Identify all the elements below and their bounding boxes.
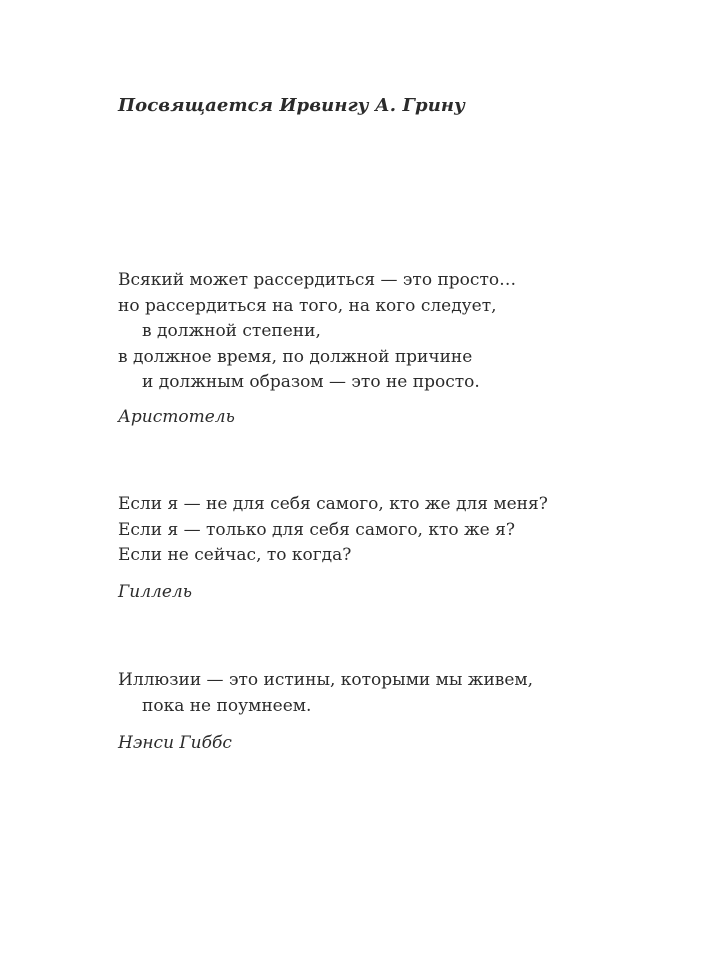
epigraph-line: пока не поумнеем. <box>142 695 312 716</box>
epigraph-line: но рассердиться на того, на кого следует, <box>118 295 497 316</box>
epigraph-line: Если не сейчас, то когда? <box>118 545 352 565</box>
epigraph-line: Если я — не для себя самого, кто же для меня? <box>118 494 548 514</box>
epigraph-line: и должным образом — это не просто. <box>142 372 480 392</box>
epigraph-line: в должной степени, <box>142 321 321 341</box>
epigraph-author-gibbs: Нэнси Гиббс <box>118 733 232 753</box>
epigraph-line: Если я — только для себя самого, кто же я? <box>118 519 515 540</box>
epigraph-line: Иллюзии — это истины, которыми мы живем, <box>118 670 534 690</box>
epigraph-hillel <box>118 492 548 569</box>
epigraph-aristotle <box>118 268 516 396</box>
epigraph-author-hillel: Гиллель <box>118 582 192 602</box>
dedication: Посвящается Ирвингу А. Грину <box>118 95 466 116</box>
epigraph-gibbs <box>118 668 533 719</box>
epigraph-line: Всякий может рассердиться — это просто… <box>118 270 517 290</box>
epigraph-author-aristotle: Аристотель <box>118 407 235 427</box>
epigraph-line: в должное время, по должной причине <box>118 346 473 367</box>
